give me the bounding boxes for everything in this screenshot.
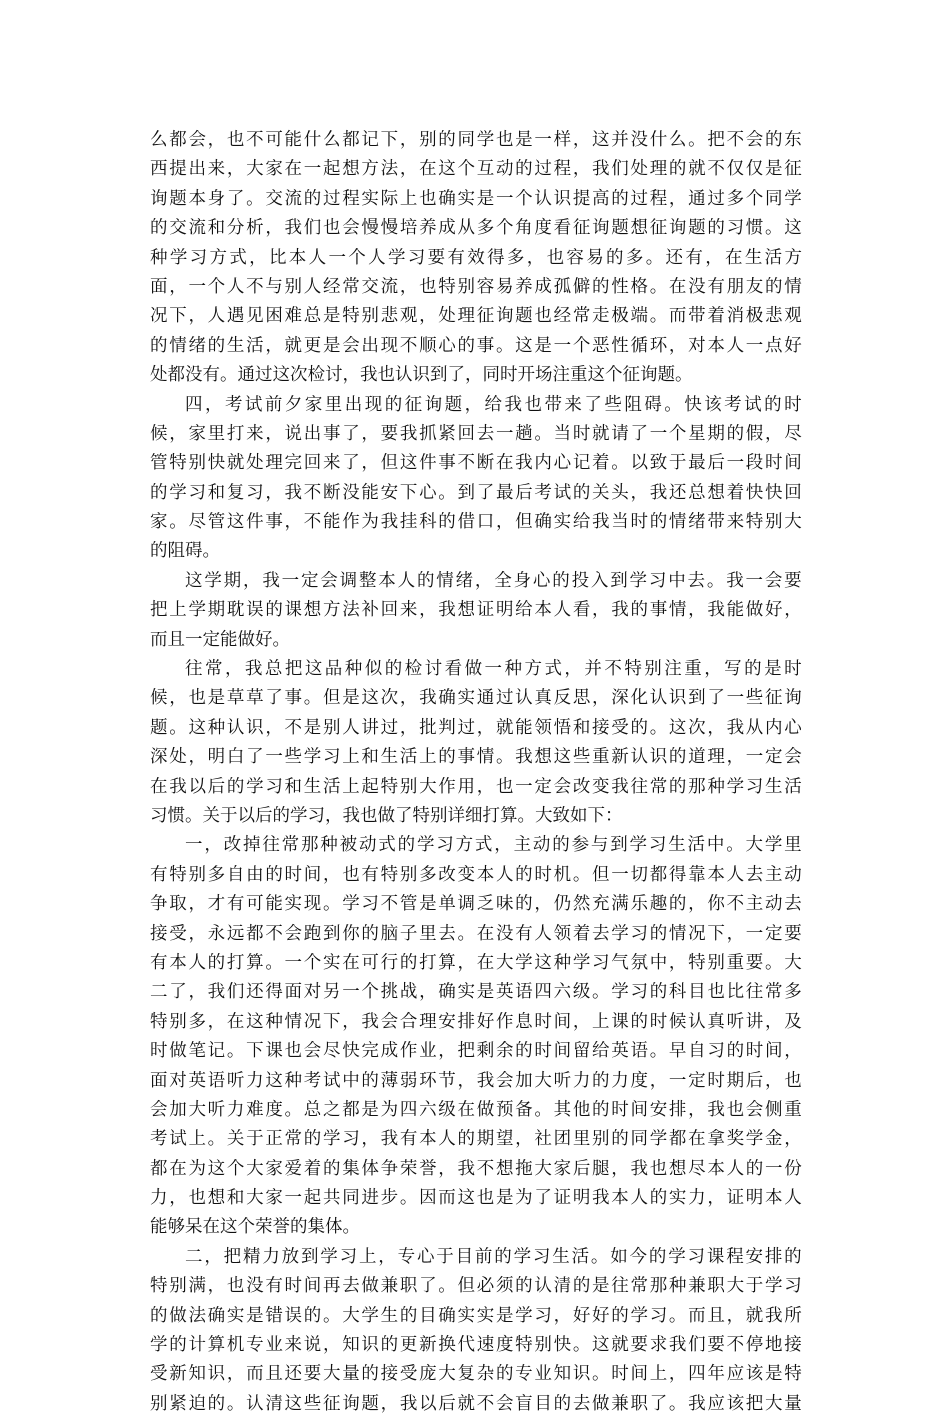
text-line: 在 我 以 后 的 学 习 和 生 活 上 起 特 别 大 作 用 ， 也 一 定 会 改 变 我 往 常 的 那 种 学 习 生 活 bbox=[150, 776, 802, 797]
text-line: 题 。 这 种 认 识 ， 不 是 别 人 讲 过 ， 批 判 过 ， 就 能 领 悟 和 接 受 的 。 这 次 ， 我 从 内 心 bbox=[150, 717, 802, 738]
text-line: 把 上 学 期 耽 误 的 课 想 方 法 补 回 来 ， 我 想 证 明 给 本 人 看 ， 我 的 事 情 ， 我 能 做 好 ， bbox=[150, 600, 802, 621]
text-line: 这 学 期 ， 我 一 定 会 调 整 本 人 的 情 绪 ， 全 身 心 的 投 入 到 学 习 中 去 。 我 一 会 要 bbox=[185, 570, 802, 591]
text-line: 么 都 会 ， 也 不 可 能 什 么 都 记 下 ， 别 的 同 学 也 是 一 样 ， 这 并 没 什 么 。 把 不 会 的 东 bbox=[150, 130, 802, 150]
text-line: 面 ， 一 个 人 不 与 别 人 经 常 交 流 ， 也 特 别 容 易 养 成 孤 僻 的 性 格 。 在 没 有 朋 友 的 情 bbox=[150, 276, 802, 297]
text-line: 候 ， 也 是 草 草 了 事 。 但 是 这 次 ， 我 确 实 通 过 认 真 反 思 ， 深 化 认 识 到 了 一 些 征 询 bbox=[150, 688, 802, 709]
text-line: 的阻碍。 bbox=[150, 541, 220, 562]
text-line: 有 特 别 多 自 由 的 时 间 ， 也 有 特 别 多 改 变 本 人 的 时 机 。 但 一 切 都 得 靠 本 人 去 主 动 bbox=[150, 864, 802, 885]
text-line: 特 别 多 ， 在 这 种 情 况 下 ， 我 会 合 理 安 排 好 作 息 时 间 ， 上 课 的 时 候 认 真 听 讲 ， 及 bbox=[150, 1011, 802, 1032]
text-line: 能够呆在这个荣誉的集体。 bbox=[150, 1217, 360, 1238]
text-line: 而且一定能做好。 bbox=[150, 629, 290, 650]
text-line: 西 提 出 来 ， 大 家 在 一 起 想 方 法 ， 在 这 个 互 动 的 过 程 ， 我 们 处 理 的 就 不 仅 仅 是 征 bbox=[150, 159, 802, 180]
text-line: 力 ， 也 想 和 大 家 一 起 共 同 进 步 。 因 而 这 也 是 为 了 证 明 我 本 人 的 实 力 ， 证 明 本 人 bbox=[150, 1188, 802, 1209]
text-line: 四 ， 考 试 前 夕 家 里 出 现 的 征 询 题 ， 给 我 也 带 来 了 些 阻 碍 。 快 该 考 试 的 时 bbox=[185, 394, 802, 415]
text-line: 一 ， 改 掉 往 常 那 种 被 动 式 的 学 习 方 式 ， 主 动 的 参 与 到 学 习 生 活 中 。 大 学 里 bbox=[185, 835, 802, 856]
text-line: 争 取 ， 才 有 可 能 实 现 。 学 习 不 管 是 单 调 乏 味 的 ， 仍 然 充 满 乐 趣 的 ， 你 不 主 动 去 bbox=[150, 894, 802, 915]
text-line: 接 受 ， 永 远 都 不 会 跑 到 你 的 脑 子 里 去 。 在 没 有 人 领 着 去 学 习 的 情 况 下 ， 一 定 要 bbox=[150, 923, 802, 944]
text-line: 的 交 流 和 分 析 ， 我 们 也 会 慢 慢 培 养 成 从 多 个 角 度 看 征 询 题 想 征 询 题 的 习 惯 。 这 bbox=[150, 218, 802, 239]
text-line: 管 特 别 快 就 处 理 完 回 来 了 ， 但 这 件 事 不 断 在 我 内 心 记 着 。 以 致 于 最 后 一 段 时 间 bbox=[150, 453, 802, 474]
text-line: 处都没有。通过这次检讨，我也认识到了，同时开场注重这个征询题。 bbox=[150, 365, 693, 386]
text-line: 考 试 上 。 关 于 正 常 的 学 习 ， 我 有 本 人 的 期 望 ， 社 团 里 别 的 同 学 都 在 拿 奖 学 金 ， bbox=[150, 1129, 802, 1150]
text-line: 二 ， 把 精 力 放 到 学 习 上 ， 专 心 于 目 前 的 学 习 生 活 。 如 今 的 学 习 课 程 安 排 的 bbox=[185, 1246, 802, 1267]
text-line: 种 学 习 方 式 ， 比 本 人 一 个 人 学 习 要 有 效 得 多 ， 也 容 易 的 多 。 还 有 ， 在 生 活 方 bbox=[150, 247, 802, 268]
text-line: 往 常 ， 我 总 把 这 品 种 似 的 检 讨 看 做 一 种 方 式 ， 并 不 特 别 注 重 ， 写 的 是 时 bbox=[185, 659, 802, 680]
text-line: 二 了 ， 我 们 还 得 面 对 另 一 个 挑 战 ， 确 实 是 英 语 四 六 级 。 学 习 的 科 目 也 比 往 常 多 bbox=[150, 982, 802, 1003]
text-line: 家 。 尽 管 这 件 事 ， 不 能 作 为 我 挂 科 的 借 口 ， 但 确 实 给 我 当 时 的 情 绪 带 来 特 别 大 bbox=[150, 512, 802, 533]
text-line: 特 别 满 ， 也 没 有 时 间 再 去 做 兼 职 了 。 但 必 须 的 认 清 的 是 往 常 那 种 兼 职 大 于 学 习 bbox=[150, 1276, 802, 1297]
text-line: 会 加 大 听 力 难 度 。 总 之 都 是 为 四 六 级 在 做 预 备 。 其 他 的 时 间 安 排 ， 我 也 会 侧 重 bbox=[150, 1099, 802, 1120]
text-line: 习惯。关于以后的学习，我也做了特别详细打算。大致如下： bbox=[150, 805, 623, 826]
text-line: 别 紧 迫 的 。 认 清 这 些 征 询 题 ， 我 以 后 就 不 会 盲 目 的 去 做 兼 职 了 。 我 应 该 把 大 量 bbox=[150, 1393, 802, 1414]
text-line: 况 下 ， 人 遇 见 困 难 总 是 特 别 悲 观 ， 处 理 征 询 题 也 经 常 走 极 端 。 而 带 着 消 极 悲 观 bbox=[150, 306, 802, 327]
text-line: 受 新 知 识 ， 而 且 还 要 大 量 的 接 受 庞 大 复 杂 的 专 业 知 识 。 时 间 上 ， 四 年 应 该 是 特 bbox=[150, 1364, 802, 1385]
text-line: 的 学 习 和 复 习 ， 我 不 断 没 能 安 下 心 。 到 了 最 后 考 试 的 关 头 ， 我 还 总 想 着 快 快 回 bbox=[150, 482, 802, 503]
text-line: 都 在 为 这 个 大 家 爱 着 的 集 体 争 荣 誉 ， 我 不 想 拖 大 家 后 腿 ， 我 也 想 尽 本 人 的 一 份 bbox=[150, 1158, 802, 1179]
text-line: 候 ， 家 里 打 来 ， 说 出 事 了 ， 要 我 抓 紧 回 去 一 趟 。 当 时 就 请 了 一 个 星 期 的 假 ， 尽 bbox=[150, 423, 802, 444]
text-line: 的 情 绪 的 生 活 ， 就 更 是 会 出 现 不 顺 心 的 事 。 这 是 一 个 恶 性 循 环 ， 对 本 人 一 点 好 bbox=[150, 335, 802, 356]
text-line: 面 对 英 语 听 力 这 种 考 试 中 的 薄 弱 环 节 ， 我 会 加 大 听 力 的 力 度 ， 一 定 时 期 后 ， 也 bbox=[150, 1070, 802, 1091]
text-line: 学 的 计 算 机 专 业 来 说 ， 知 识 的 更 新 换 代 速 度 特 别 快 。 这 就 要 求 我 们 要 不 停 地 接 bbox=[150, 1335, 802, 1356]
text-line: 询 题 本 身 了 。 交 流 的 过 程 实 际 上 也 确 实 是 一 个 认 识 提 高 的 过 程 ， 通 过 多 个 同 学 bbox=[150, 188, 802, 209]
text-line: 时 做 笔 记 。 下 课 也 会 尽 快 完 成 作 业 ， 把 剩 余 的 时 间 留 给 英 语 。 早 自 习 的 时 间 ， bbox=[150, 1041, 802, 1062]
text-line: 深 处 ， 明 白 了 一 些 学 习 上 和 生 活 上 的 事 情 。 我 想 这 些 重 新 认 识 的 道 理 ， 一 定 会 bbox=[150, 747, 802, 768]
text-line: 有 本 人 的 打 算 。 一 个 实 在 可 行 的 打 算 ， 在 大 学 这 种 学 习 气 氛 中 ， 特 别 重 要 。 大 bbox=[150, 952, 802, 973]
text-line: 的 做 法 确 实 是 错 误 的 。 大 学 生 的 目 确 实 实 是 学 习 ， 好 好 的 学 习 。 而 且 ， 就 我 所 bbox=[150, 1305, 802, 1326]
body-text bbox=[150, 126, 802, 1419]
